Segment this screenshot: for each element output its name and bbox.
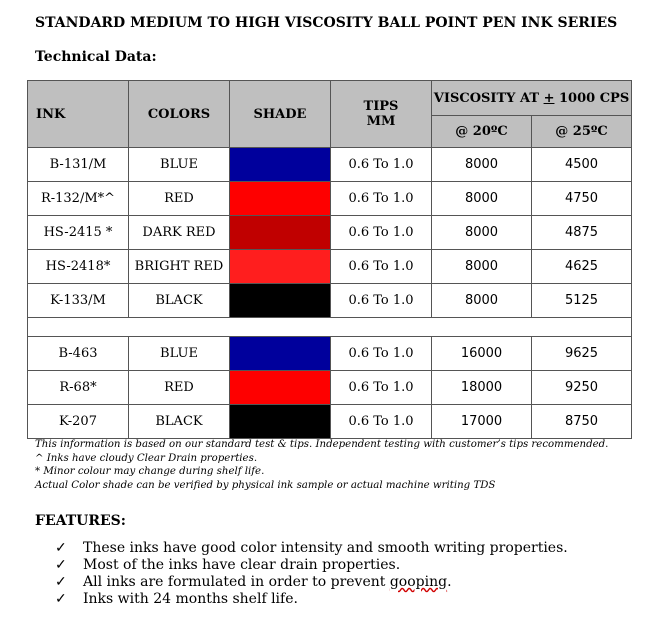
viscosity-25-cell: 4875 [532, 216, 632, 250]
viscosity-20-cell: 8000 [432, 250, 532, 284]
feature-text: All inks are formulated in order to prevent [83, 574, 390, 590]
table-row [28, 337, 632, 371]
feature-item [55, 557, 568, 574]
feature-text-gooping: gooping [389, 574, 448, 590]
feature-text-end: . [447, 574, 452, 590]
viscosity-20-cell: 18000 [432, 371, 532, 405]
color-cell: BRIGHT RED [129, 250, 230, 284]
features-heading: FEATURES: [35, 513, 126, 529]
note-cloudy-drain: ^ Inks have cloudy Clear Drain properties. [35, 452, 258, 464]
shade-cell [230, 284, 331, 318]
spacer-row [28, 318, 632, 337]
shade-cell [230, 148, 331, 182]
color-cell: BLUE [129, 148, 230, 182]
viscosity-20-cell: 17000 [432, 405, 532, 439]
features-list [55, 540, 568, 608]
shade-cell [230, 182, 331, 216]
viscosity-25-cell: 8750 [532, 405, 632, 439]
color-cell: RED [129, 182, 230, 216]
ink-cell: R-68* [28, 371, 129, 405]
viscosity-25-cell: 4750 [532, 182, 632, 216]
feature-text: These inks have good color intensity and smooth writing properties. [83, 540, 568, 556]
table-body [28, 148, 632, 439]
check-icon: ✓ [55, 557, 67, 573]
tips-cell: 0.6 To 1.0 [331, 216, 432, 250]
ink-cell: B-131/M [28, 148, 129, 182]
viscosity-20-cell: 8000 [432, 284, 532, 318]
viscosity-25-cell: 4625 [532, 250, 632, 284]
header-temp-20: @ 20ºC [432, 116, 532, 148]
viscosity-25-cell: 9625 [532, 337, 632, 371]
shade-cell [230, 337, 331, 371]
shade-cell [230, 216, 331, 250]
tips-cell: 0.6 To 1.0 [331, 405, 432, 439]
ink-spec-table [27, 80, 632, 439]
table-row [28, 216, 632, 250]
header-viscosity-pm: + [543, 90, 555, 106]
shade-cell [230, 371, 331, 405]
header-colors: COLORS [129, 81, 230, 148]
note-shade-verify: Actual Color shade can be verified by physical ink sample or actual machine writing TDS [35, 479, 496, 491]
section-subtitle: Technical Data: [35, 49, 157, 65]
ink-cell: HS-2418* [28, 250, 129, 284]
header-viscosity-prefix: VISCOSITY AT [433, 90, 544, 106]
viscosity-25-cell: 5125 [532, 284, 632, 318]
tips-cell: 0.6 To 1.0 [331, 337, 432, 371]
header-ink: INK [28, 81, 129, 148]
ink-cell: HS-2415 * [28, 216, 129, 250]
header-tips [331, 81, 432, 148]
ink-cell: K-207 [28, 405, 129, 439]
feature-item [55, 591, 568, 608]
feature-text: Inks with 24 months shelf life. [83, 591, 298, 607]
viscosity-20-cell: 8000 [432, 148, 532, 182]
viscosity-20-cell: 8000 [432, 182, 532, 216]
color-cell: BLUE [129, 337, 230, 371]
viscosity-25-cell: 4500 [532, 148, 632, 182]
viscosity-25-cell: 9250 [532, 371, 632, 405]
viscosity-20-cell: 16000 [432, 337, 532, 371]
table-row [28, 250, 632, 284]
ink-cell: B-463 [28, 337, 129, 371]
color-cell: BLACK [129, 405, 230, 439]
tips-cell: 0.6 To 1.0 [331, 371, 432, 405]
color-cell: BLACK [129, 284, 230, 318]
note-test-info: This information is based on our standard test & tips. Independent testing with customer’s tips recommended. [35, 439, 609, 450]
header-viscosity [432, 81, 632, 116]
shade-cell [230, 405, 331, 439]
feature-item [55, 574, 568, 591]
header-viscosity-suffix: 1000 CPS [554, 90, 630, 106]
table-row [28, 148, 632, 182]
color-cell: DARK RED [129, 216, 230, 250]
viscosity-20-cell: 8000 [432, 216, 532, 250]
header-temp-25: @ 25ºC [532, 116, 632, 148]
document-title: STANDARD MEDIUM TO HIGH VISCOSITY BALL POINT PEN INK SERIES [35, 15, 618, 31]
feature-item [55, 540, 568, 557]
ink-cell: R-132/M*^ [28, 182, 129, 216]
check-icon: ✓ [55, 540, 67, 556]
note-colour-change: * Minor colour may change during shelf life. [35, 466, 265, 477]
tips-cell: 0.6 To 1.0 [331, 182, 432, 216]
header-shade: SHADE [230, 81, 331, 148]
shade-cell [230, 250, 331, 284]
table-row [28, 371, 632, 405]
header-tips-label: TIPS [363, 99, 399, 114]
spacer-cell [28, 318, 632, 337]
tips-cell: 0.6 To 1.0 [331, 250, 432, 284]
table-row [28, 284, 632, 318]
feature-text: Most of the inks have clear drain properties. [83, 557, 401, 573]
check-icon: ✓ [55, 574, 67, 590]
header-tips-unit: MM [366, 114, 396, 129]
check-icon: ✓ [55, 591, 67, 607]
ink-cell: K-133/M [28, 284, 129, 318]
footnotes [35, 438, 608, 492]
tips-cell: 0.6 To 1.0 [331, 284, 432, 318]
tips-cell: 0.6 To 1.0 [331, 148, 432, 182]
table-row [28, 405, 632, 439]
table-row [28, 182, 632, 216]
color-cell: RED [129, 371, 230, 405]
